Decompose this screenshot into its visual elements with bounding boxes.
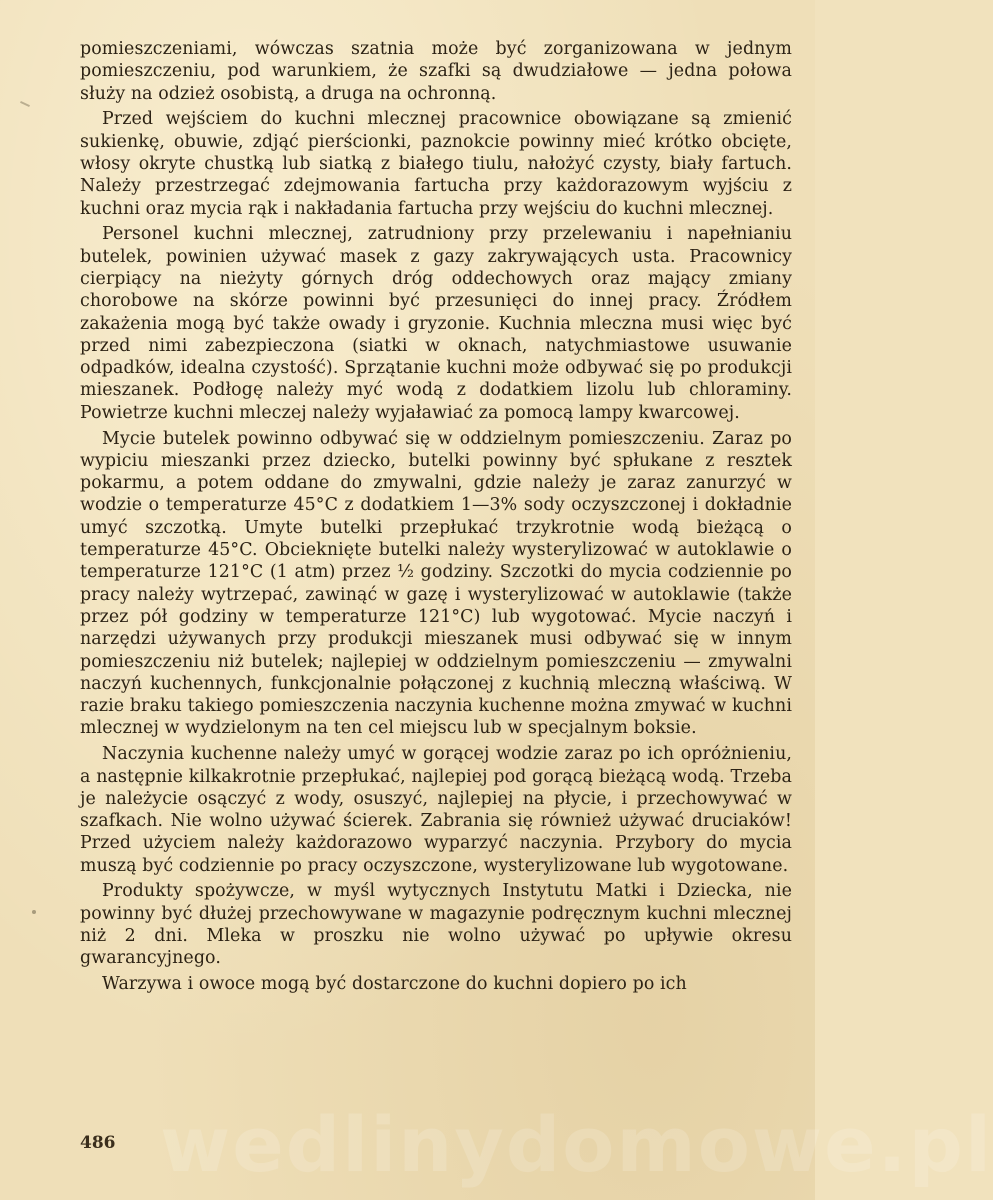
margin-dot — [32, 910, 36, 914]
paragraph-6: Produkty spożywcze, w myśl wytycznych Instytutu Matki i Dziecka, nie powinny być dłużej przechowywane w magazynie podręcznym kuchni mlecznej niż 2 dni. Mleka w proszku nie wolno używać po upływie okresu gwarancyjnego. — [80, 881, 792, 969]
watermark: wedlinydomowe.pl — [160, 1100, 993, 1189]
body-text — [80, 38, 792, 995]
paragraph-5: Naczynia kuchenne należy umyć w gorącej wodzie zaraz po ich opróżnieniu, a następnie kilkakrotnie przepłukać, najlepiej pod gorącą bieżącą wodą. Trzeba je należycie osączyć z wody, osuszyć, najlepiej na płycie, i przechowywać w szafkach. Nie wolno używać ścierek. Zabrania się również używać druciaków! Przed użyciem należy każdorazowo wyparzyć naczynia. Przybory do mycia muszą być codziennie po pracy oczyszczone, wysterylizowane lub wygotowane. — [80, 744, 792, 876]
page-number: 486 — [80, 1133, 116, 1153]
paragraph-2: Przed wejściem do kuchni mlecznej pracownice obowiązane są zmienić sukienkę, obuwie, zdjąć pierścionki, paznokcie powinny mieć krótko obcięte, włosy okryte chustką lub siatką z białego tiulu, nałożyć czysty, biały fartuch. Należy przestrzegać zdejmowania fartucha przy każdorazowym wyjściu z kuchni oraz mycia rąk i nakładania fartucha przy wejściu do kuchni mlecznej. — [80, 109, 792, 219]
margin-mark — [20, 101, 30, 107]
paragraph-4: Mycie butelek powinno odbywać się w oddzielnym pomieszczeniu. Zaraz po wypiciu mieszanki przez dziecko, butelki powinny być spłukane z resztek pokarmu, a potem oddane do zmywalni, gdzie należy je zaraz zanurzyć w wodzie o temperaturze 45°C z dodatkiem 1—3% sody oczyszczonej i dokładnie umyć szczotką. Umyte butelki przepłukać trzykrotnie wodą bieżącą o temperaturze 45°C. Obcieknięte butelki należy wysterylizować w autoklawie o temperaturze 121°C (1 atm) przez ½ godziny. Szczotki do mycia codziennie po pracy należy wytrzepać, zawinąć w gazę i wysterylizować w autoklawie (także przez pół godziny w temperaturze 121°C) lub wygotować. Mycie naczyń i narzędzi używanych przy produkcji mieszanek musi odbywać się w innym pomieszczeniu niż butelek; najlepiej w oddzielnym pomieszczeniu — zmywalni naczyń kuchennych, funkcjonalnie połączonej z kuchnią mleczną właściwą. W razie braku takiego pomieszczenia naczynia kuchenne można zmywać w kuchni mlecznej w wydzielonym na ten cel miejscu lub w specjalnym boksie. — [80, 428, 792, 739]
paragraph-7: Warzywa i owoce mogą być dostarczone do kuchni dopiero po ich — [102, 974, 687, 995]
paragraph-1: pomieszczeniami, wówczas szatnia może być zorganizowana w jednym pomieszczeniu, pod warunkiem, że szafki są dwudziałowe — jedna połowa służy na odzież osobistą, a druga na ochronną. — [80, 39, 792, 104]
paragraph-3: Personel kuchni mlecznej, zatrudniony przy przelewaniu i napełnianiu butelek, powinien używać masek z gazy zakrywających usta. Pracownicy cierpiący na nieżyty górnych dróg oddechowych oraz mający zmiany chorobowe na skórze powinni być przesunięci do innej pracy. Źródłem zakażenia mogą być także owady i gryzonie. Kuchnia mleczna musi więc być przed nimi zabezpieczona (siatki w oknach, natychmiastowe usuwanie odpadków, idealna czystość). Sprzątanie kuchni może odbywać się po produkcji mieszanek. Podłogę należy myć wodą z dodatkiem lizolu lub chloraminy. Powietrze kuchni mleczej należy wyjaławiać za pomocą lampy kwarcowej. — [80, 224, 792, 423]
